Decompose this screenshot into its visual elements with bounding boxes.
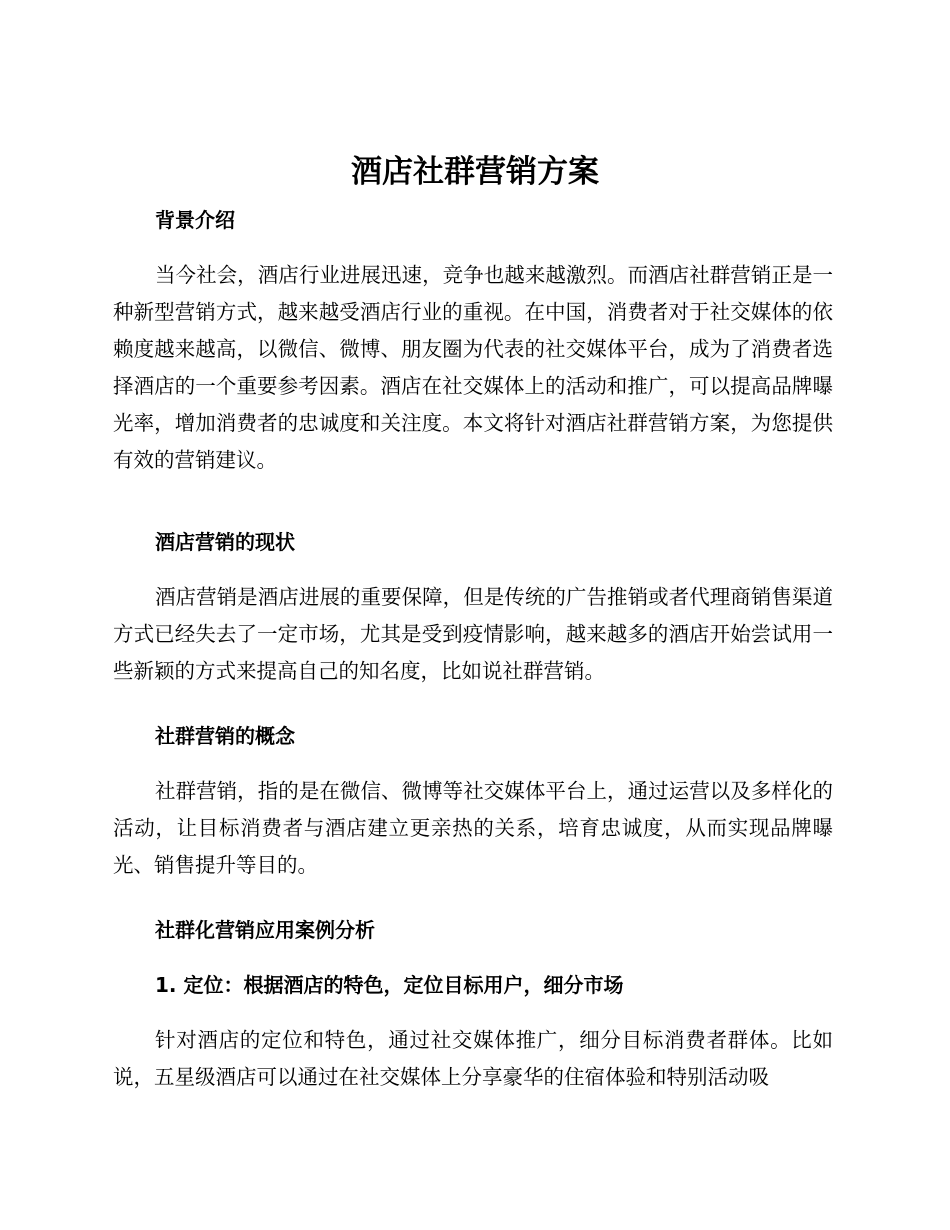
section-paragraph-positioning: 针对酒店的定位和特色，通过社交媒体推广，细分目标消费者群体。比如说，五星级酒店可以通过在社交媒体上分享豪华的住宿体验和特别活动吸 bbox=[113, 1028, 833, 1089]
subsection-heading-positioning: 1. 定位：根据酒店的特色，定位目标用户，细分市场 bbox=[155, 973, 624, 997]
section-paragraph-status: 酒店营销是酒店进展的重要保障，但是传统的广告推销或者代理商销售渠道方式已经失去了一定市场，尤其是受到疫情影响，越来越多的酒店开始尝试用一些新颖的方式来提高自己的知名度，比如说社群营销。 bbox=[113, 585, 833, 683]
section-heading-concept: 社群营销的概念 bbox=[155, 724, 295, 748]
document-title: 酒店社群营销方案 bbox=[351, 154, 599, 190]
section-paragraph-background: 当今社会，酒店行业进展迅速，竞争也越来越激烈。而酒店社群营销正是一种新型营销方式，越来越受酒店行业的重视。在中国，消费者对于社交媒体的依赖度越来越高，以微信、微博、朋友圈为代表的社交媒体平台，成为了消费者选择酒店的一个重要参考因素。酒店在社交媒体上的活动和推广，可以提高品牌曝光率，增加消费者的忠诚度和关注度。本文将针对酒店社群营销方案，为您提供有效的营销建议。 bbox=[113, 263, 833, 472]
section-paragraph-concept: 社群营销，指的是在微信、微博等社交媒体平台上，通过运营以及多样化的活动，让目标消费者与酒店建立更亲热的关系，培育忠诚度，从而实现品牌曝光、销售提升等目的。 bbox=[113, 779, 833, 877]
section-heading-status: 酒店营销的现状 bbox=[155, 530, 295, 554]
section-heading-background: 背景介绍 bbox=[155, 208, 235, 232]
section-heading-case-analysis: 社群化营销应用案例分析 bbox=[155, 918, 375, 942]
